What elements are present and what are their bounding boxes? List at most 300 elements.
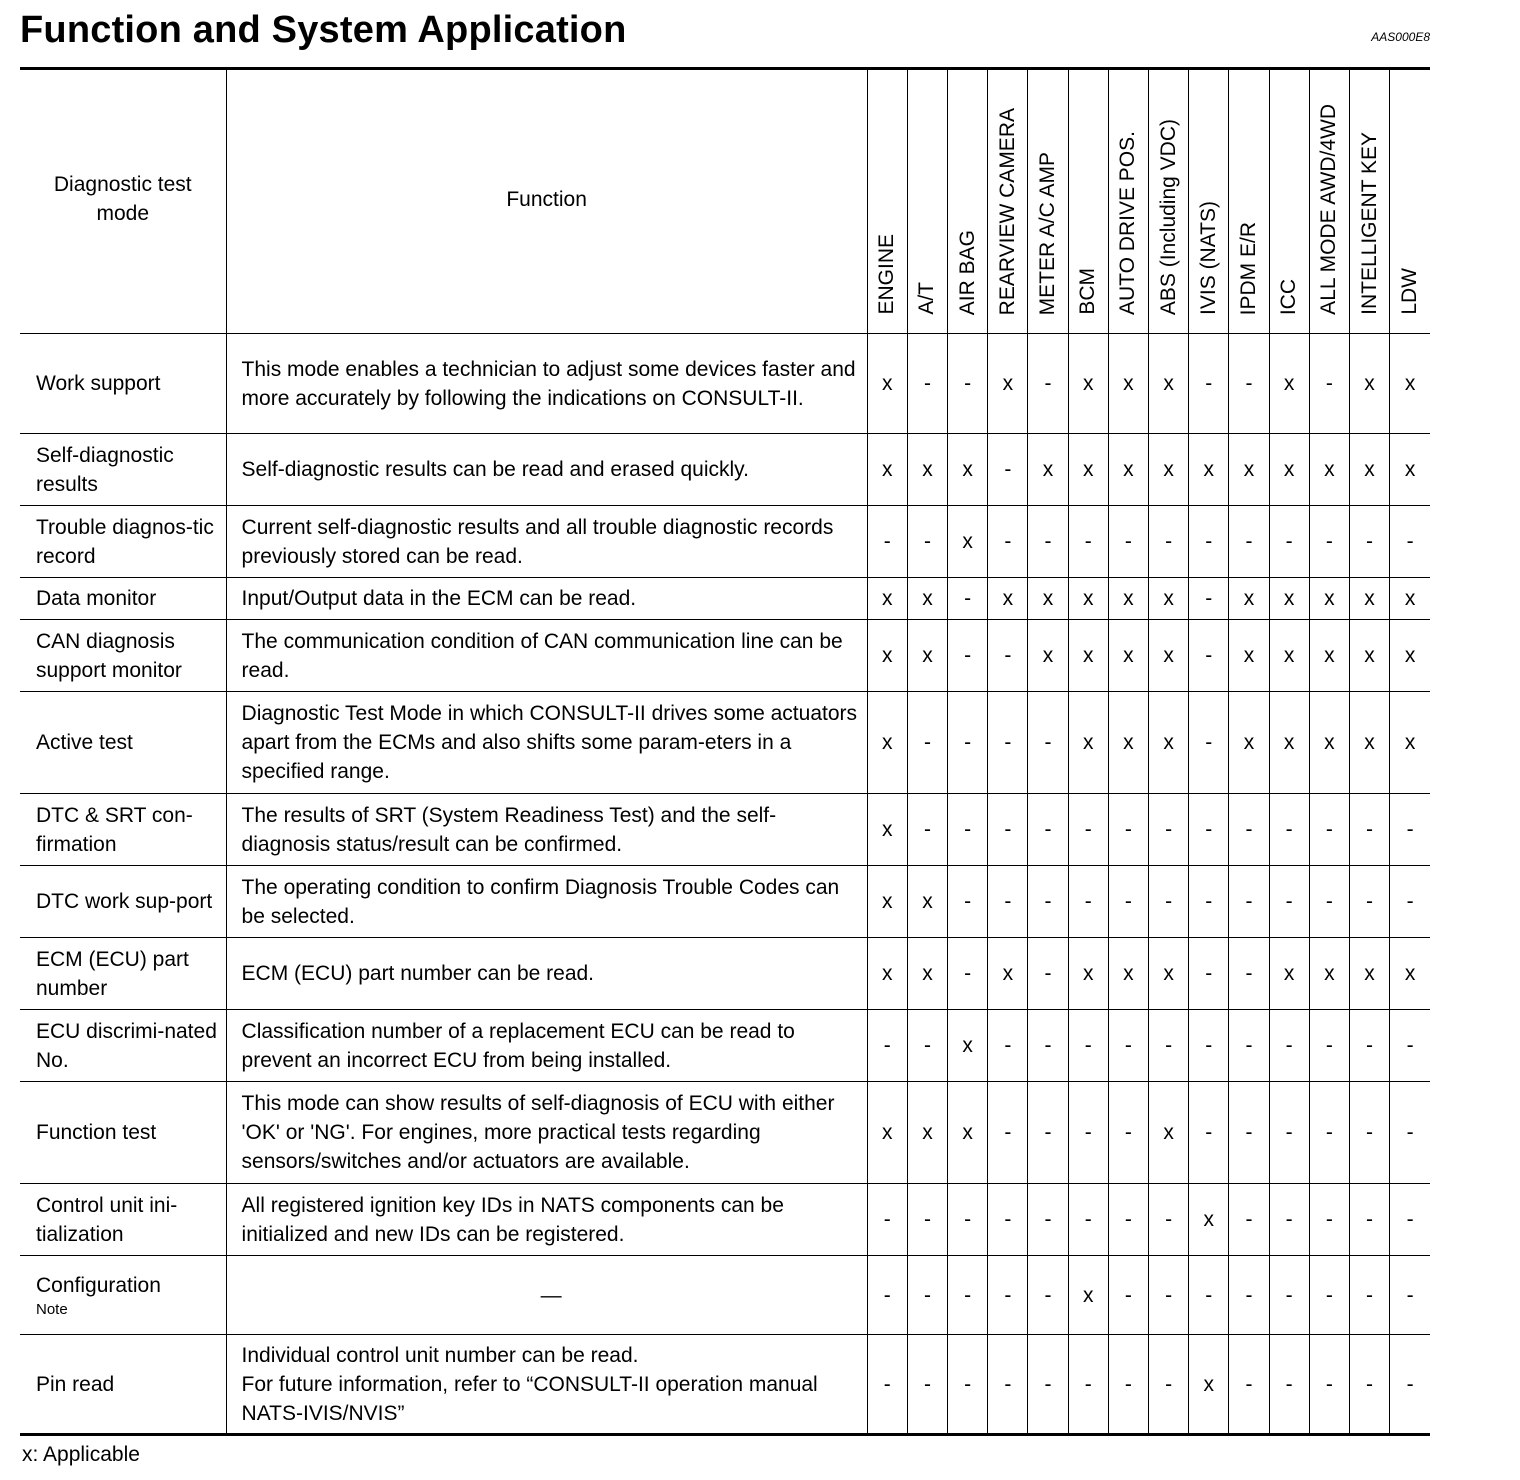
cell-applicability: -: [1108, 794, 1148, 866]
cell-applicability: -: [907, 1256, 947, 1335]
cell-applicability: -: [1349, 1010, 1389, 1082]
function-text: Input/Output data in the ECM can be read.: [241, 587, 637, 610]
cell-applicability: x: [1349, 938, 1389, 1010]
cell-applicability: -: [907, 334, 947, 434]
cell-applicability: x: [1028, 578, 1068, 620]
cell-applicability: -: [1108, 866, 1148, 938]
cell-function: [226, 1184, 867, 1256]
cell-function: [226, 1256, 867, 1335]
cell-applicability: x: [907, 1082, 947, 1184]
cell-mode: [20, 794, 226, 866]
cell-applicability: -: [948, 1256, 988, 1335]
table-row: [20, 866, 1430, 938]
system-label: ENGINE: [875, 234, 899, 315]
cell-applicability: x: [1108, 938, 1148, 1010]
cell-mode: [20, 334, 226, 434]
cell-function: [226, 620, 867, 692]
function-text: Classification number of a replacement ECU can be read to prevent an incorrect ECU from being installed.: [241, 1019, 795, 1072]
cell-applicability: -: [988, 1184, 1028, 1256]
cell-applicability: -: [1229, 938, 1269, 1010]
table-row: [20, 938, 1430, 1010]
cell-applicability: -: [907, 794, 947, 866]
cell-applicability: x: [1108, 434, 1148, 506]
cell-applicability: -: [1149, 1184, 1189, 1256]
cell-function: [226, 1082, 867, 1184]
cell-applicability: -: [1108, 1010, 1148, 1082]
table-row: [20, 1082, 1430, 1184]
cell-applicability: -: [1229, 866, 1269, 938]
cell-applicability: -: [1189, 794, 1229, 866]
function-text: All registered ignition key IDs in NATS components can be initialized and new IDs can be registered.: [241, 1193, 784, 1246]
cell-applicability: -: [907, 692, 947, 794]
cell-applicability: -: [1390, 1082, 1430, 1184]
cell-applicability: -: [1349, 1184, 1389, 1256]
cell-applicability: x: [1269, 938, 1309, 1010]
cell-applicability: x: [1149, 938, 1189, 1010]
cell-mode: [20, 1010, 226, 1082]
cell-applicability: x: [1390, 692, 1430, 794]
cell-applicability: x: [1229, 692, 1269, 794]
cell-applicability: x: [1068, 692, 1108, 794]
function-text: This mode can show results of self-diagnosis of ECU with either 'OK' or 'NG'. For engines, more practical tests regarding sensors/switches and/or actuators are available.: [241, 1092, 835, 1173]
column-header-system: [1390, 69, 1430, 334]
cell-applicability: -: [1229, 1184, 1269, 1256]
cell-mode: [20, 578, 226, 620]
cell-applicability: x: [907, 938, 947, 1010]
system-label: ALL MODE AWD/4WD: [1317, 104, 1341, 315]
cell-applicability: -: [1028, 1184, 1068, 1256]
cell-applicability: x: [1269, 434, 1309, 506]
system-label: LDW: [1398, 268, 1422, 315]
cell-applicability: x: [1028, 620, 1068, 692]
cell-applicability: -: [1189, 938, 1229, 1010]
function-text: Self-diagnostic results can be read and erased quickly.: [241, 458, 749, 481]
cell-applicability: -: [1349, 794, 1389, 866]
cell-applicability: x: [1390, 434, 1430, 506]
cell-applicability: -: [1390, 1335, 1430, 1435]
cell-applicability: -: [1068, 1010, 1108, 1082]
function-text: This mode enables a technician to adjust some devices faster and more accurately by following the indications on CONSULT-II.: [241, 357, 856, 410]
table-row: [20, 692, 1430, 794]
cell-applicability: -: [1189, 506, 1229, 578]
cell-applicability: -: [1390, 866, 1430, 938]
table-row: [20, 578, 1430, 620]
cell-applicability: x: [1269, 692, 1309, 794]
cell-function: [226, 578, 867, 620]
cell-applicability: -: [948, 334, 988, 434]
cell-function: [226, 1010, 867, 1082]
cell-applicability: x: [1149, 578, 1189, 620]
cell-applicability: -: [1028, 1335, 1068, 1435]
cell-applicability: -: [1189, 692, 1229, 794]
cell-applicability: x: [1108, 692, 1148, 794]
cell-applicability: -: [1269, 506, 1309, 578]
cell-applicability: -: [1269, 866, 1309, 938]
function-text: —: [540, 1283, 562, 1307]
table-row: [20, 1335, 1430, 1435]
header-row: [20, 69, 1430, 334]
cell-mode: [20, 434, 226, 506]
mode-label: Trouble diagnos-tic record: [36, 515, 214, 568]
cell-applicability: -: [1309, 866, 1349, 938]
cell-applicability: x: [1149, 434, 1189, 506]
cell-applicability: -: [988, 506, 1028, 578]
cell-applicability: x: [867, 866, 907, 938]
system-label: ABS (Including VDC): [1156, 118, 1180, 315]
cell-applicability: -: [988, 1335, 1028, 1435]
table-row: [20, 506, 1430, 578]
cell-applicability: -: [948, 692, 988, 794]
cell-applicability: x: [1068, 1256, 1108, 1335]
column-header-function: Function: [226, 69, 867, 334]
cell-applicability: -: [1108, 1184, 1148, 1256]
cell-applicability: -: [1189, 620, 1229, 692]
mode-note: Note: [36, 1300, 68, 1318]
cell-applicability: x: [988, 938, 1028, 1010]
cell-applicability: x: [867, 938, 907, 1010]
cell-applicability: x: [1149, 334, 1189, 434]
column-header-system: [1269, 69, 1309, 334]
cell-applicability: -: [867, 506, 907, 578]
cell-applicability: x: [907, 620, 947, 692]
cell-applicability: x: [1149, 1082, 1189, 1184]
cell-applicability: -: [867, 1184, 907, 1256]
system-label: A/T: [915, 282, 939, 315]
cell-applicability: x: [1269, 578, 1309, 620]
table-row: [20, 620, 1430, 692]
system-label: REARVIEW CAMERA: [995, 107, 1019, 315]
cell-applicability: -: [1269, 1256, 1309, 1335]
cell-applicability: -: [867, 1256, 907, 1335]
cell-applicability: -: [1189, 866, 1229, 938]
cell-applicability: x: [1068, 938, 1108, 1010]
mode-label: ECU discrimi-nated No.: [36, 1019, 217, 1072]
function-text: Current self-diagnostic results and all trouble diagnostic records previously stored can be read.: [241, 515, 834, 568]
cell-applicability: -: [1068, 794, 1108, 866]
cell-applicability: -: [1028, 938, 1068, 1010]
column-header-system: [948, 69, 988, 334]
cell-applicability: -: [1028, 1082, 1068, 1184]
cell-function: [226, 866, 867, 938]
cell-applicability: x: [1390, 620, 1430, 692]
cell-applicability: x: [1068, 578, 1108, 620]
cell-applicability: -: [1229, 794, 1269, 866]
function-application-table-container: [20, 67, 1430, 1436]
cell-applicability: -: [1349, 1335, 1389, 1435]
cell-applicability: -: [1028, 1256, 1068, 1335]
mode-label: Configuration: [36, 1273, 161, 1297]
cell-function: [226, 794, 867, 866]
cell-function: [226, 938, 867, 1010]
cell-applicability: x: [867, 334, 907, 434]
cell-applicability: -: [1309, 1335, 1349, 1435]
cell-applicability: -: [1028, 692, 1068, 794]
cell-applicability: x: [867, 434, 907, 506]
cell-applicability: x: [988, 578, 1028, 620]
column-header-system: [907, 69, 947, 334]
mode-label: Work support: [36, 372, 161, 395]
cell-applicability: x: [867, 692, 907, 794]
table-row: [20, 794, 1430, 866]
mode-label: Function test: [36, 1121, 157, 1144]
cell-applicability: x: [1189, 1335, 1229, 1435]
cell-applicability: x: [1309, 620, 1349, 692]
column-header-mode: [20, 69, 226, 334]
cell-applicability: -: [1068, 1082, 1108, 1184]
cell-applicability: -: [1269, 794, 1309, 866]
cell-applicability: -: [867, 1335, 907, 1435]
cell-mode: [20, 620, 226, 692]
function-application-table: [20, 67, 1430, 1436]
column-header-system: [1229, 69, 1269, 334]
cell-function: [226, 334, 867, 434]
column-header-system: [1028, 69, 1068, 334]
cell-mode: [20, 866, 226, 938]
cell-applicability: -: [948, 578, 988, 620]
table-body: [20, 334, 1430, 1435]
cell-applicability: -: [1108, 1082, 1148, 1184]
cell-applicability: -: [1349, 1256, 1389, 1335]
cell-applicability: -: [1309, 506, 1349, 578]
cell-applicability: x: [1349, 434, 1389, 506]
cell-applicability: -: [1189, 1082, 1229, 1184]
cell-applicability: -: [1309, 334, 1349, 434]
cell-applicability: x: [907, 434, 947, 506]
cell-applicability: x: [1229, 578, 1269, 620]
cell-applicability: x: [1229, 434, 1269, 506]
cell-applicability: x: [1349, 692, 1389, 794]
cell-applicability: -: [1068, 506, 1108, 578]
cell-applicability: x: [907, 578, 947, 620]
column-header-system: [1149, 69, 1189, 334]
mode-label: Data monitor: [36, 587, 157, 610]
function-line: For future information, refer to “CONSULT-II operation manual NATS-IVIS/NVIS”: [241, 1372, 818, 1425]
cell-applicability: x: [948, 434, 988, 506]
column-header-system: [1108, 69, 1148, 334]
function-text: The results of SRT (System Readiness Test) and the self-diagnosis status/result can be confirmed.: [241, 803, 777, 856]
cell-applicability: -: [1390, 1010, 1430, 1082]
function-line: Individual control unit number can be read.: [241, 1343, 639, 1367]
cell-applicability: -: [1229, 334, 1269, 434]
cell-applicability: x: [1149, 692, 1189, 794]
cell-applicability: x: [1349, 578, 1389, 620]
cell-applicability: x: [1189, 1184, 1229, 1256]
system-label: INTELLIGENT KEY: [1357, 132, 1381, 315]
cell-applicability: -: [1349, 506, 1389, 578]
cell-applicability: -: [988, 794, 1028, 866]
cell-mode: [20, 692, 226, 794]
cell-mode: [20, 1256, 226, 1335]
cell-applicability: -: [907, 1184, 947, 1256]
cell-applicability: -: [1309, 1184, 1349, 1256]
cell-applicability: -: [1229, 1256, 1269, 1335]
cell-mode: [20, 1184, 226, 1256]
cell-function: [226, 692, 867, 794]
page-title: Function and System Application: [20, 9, 627, 51]
cell-applicability: -: [1309, 794, 1349, 866]
cell-applicability: -: [1390, 1184, 1430, 1256]
cell-applicability: -: [1189, 1256, 1229, 1335]
cell-applicability: -: [988, 434, 1028, 506]
cell-applicability: -: [1229, 506, 1269, 578]
table-row: [20, 334, 1430, 434]
cell-applicability: -: [1309, 1010, 1349, 1082]
cell-applicability: x: [1108, 620, 1148, 692]
cell-applicability: x: [1149, 620, 1189, 692]
cell-applicability: -: [907, 1335, 947, 1435]
cell-applicability: -: [948, 938, 988, 1010]
cell-applicability: x: [948, 506, 988, 578]
system-label: BCM: [1076, 268, 1100, 315]
cell-applicability: x: [1108, 578, 1148, 620]
column-header-system: [867, 69, 907, 334]
cell-applicability: -: [988, 1010, 1028, 1082]
cell-applicability: -: [948, 1184, 988, 1256]
cell-applicability: -: [988, 692, 1028, 794]
cell-applicability: -: [867, 1010, 907, 1082]
cell-applicability: x: [1309, 434, 1349, 506]
cell-mode: [20, 938, 226, 1010]
column-header-system: [1068, 69, 1108, 334]
mode-label: Pin read: [36, 1372, 115, 1396]
mode-label: DTC work sup-port: [36, 890, 213, 913]
column-header-system: [1349, 69, 1389, 334]
cell-applicability: -: [1269, 1335, 1309, 1435]
cell-applicability: -: [948, 1335, 988, 1435]
cell-applicability: -: [1149, 1335, 1189, 1435]
cell-applicability: -: [988, 1256, 1028, 1335]
cell-applicability: -: [1149, 866, 1189, 938]
cell-applicability: x: [1309, 938, 1349, 1010]
cell-applicability: -: [1068, 866, 1108, 938]
mode-label: DTC & SRT con-firmation: [36, 803, 193, 856]
cell-applicability: -: [988, 1082, 1028, 1184]
cell-applicability: -: [1229, 1010, 1269, 1082]
cell-applicability: x: [948, 1010, 988, 1082]
cell-applicability: -: [1028, 1010, 1068, 1082]
table-row: [20, 1010, 1430, 1082]
system-label: AIR BAG: [955, 229, 979, 315]
cell-applicability: x: [1269, 620, 1309, 692]
table-row: [20, 434, 1430, 506]
cell-applicability: -: [1149, 1010, 1189, 1082]
cell-applicability: x: [948, 1082, 988, 1184]
cell-applicability: -: [1309, 1256, 1349, 1335]
cell-function: [226, 506, 867, 578]
table-row: [20, 1256, 1430, 1335]
cell-applicability: x: [1349, 334, 1389, 434]
cell-applicability: -: [1229, 1335, 1269, 1435]
cell-mode: [20, 506, 226, 578]
cell-applicability: -: [988, 866, 1028, 938]
table-row: [20, 1184, 1430, 1256]
legend-applicable: x: Applicable: [22, 1443, 140, 1466]
cell-applicability: -: [1349, 866, 1389, 938]
cell-applicability: x: [988, 334, 1028, 434]
cell-applicability: x: [1028, 434, 1068, 506]
cell-applicability: -: [1108, 1335, 1148, 1435]
cell-applicability: -: [1269, 1010, 1309, 1082]
cell-applicability: -: [1068, 1184, 1108, 1256]
cell-applicability: x: [1068, 620, 1108, 692]
column-header-system: [1189, 69, 1229, 334]
cell-applicability: -: [1189, 1010, 1229, 1082]
cell-mode: [20, 1082, 226, 1184]
cell-applicability: x: [1390, 578, 1430, 620]
cell-applicability: -: [1028, 866, 1068, 938]
cell-applicability: -: [1149, 794, 1189, 866]
system-label: AUTO DRIVE POS.: [1116, 131, 1140, 315]
cell-applicability: x: [867, 1082, 907, 1184]
mode-label: Self-diagnostic results: [36, 443, 174, 496]
cell-applicability: -: [1108, 506, 1148, 578]
cell-applicability: x: [1390, 334, 1430, 434]
cell-applicability: -: [1390, 1256, 1430, 1335]
cell-applicability: -: [1390, 506, 1430, 578]
cell-applicability: -: [948, 866, 988, 938]
cell-applicability: x: [1068, 334, 1108, 434]
cell-applicability: x: [1269, 334, 1309, 434]
cell-applicability: x: [1390, 938, 1430, 1010]
cell-applicability: -: [1229, 1082, 1269, 1184]
cell-applicability: -: [1028, 506, 1068, 578]
mode-label: Control unit ini-tialization: [36, 1193, 178, 1246]
cell-applicability: -: [988, 620, 1028, 692]
system-label: IPDM E/R: [1236, 221, 1260, 315]
mode-label: CAN diagnosis support monitor: [36, 629, 182, 682]
cell-applicability: -: [948, 794, 988, 866]
cell-applicability: -: [1068, 1335, 1108, 1435]
cell-applicability: x: [867, 578, 907, 620]
cell-applicability: -: [1028, 334, 1068, 434]
function-text: ECM (ECU) part number can be read.: [241, 962, 595, 985]
mode-label: ECM (ECU) part number: [36, 947, 189, 1000]
function-text: The communication condition of CAN communication line can be read.: [241, 629, 843, 682]
cell-applicability: -: [1108, 1256, 1148, 1335]
cell-applicability: x: [1229, 620, 1269, 692]
cell-applicability: x: [867, 794, 907, 866]
cell-applicability: x: [1068, 434, 1108, 506]
cell-applicability: -: [907, 506, 947, 578]
cell-applicability: x: [1349, 620, 1389, 692]
cell-applicability: x: [907, 866, 947, 938]
cell-applicability: -: [1269, 1082, 1309, 1184]
cell-applicability: x: [1108, 334, 1148, 434]
system-label: METER A/C AMP: [1036, 151, 1060, 315]
cell-mode: [20, 1335, 226, 1435]
cell-applicability: -: [1390, 794, 1430, 866]
cell-applicability: -: [907, 1010, 947, 1082]
function-text: Diagnostic Test Mode in which CONSULT-II drives some actuators apart from the ECMs and also shifts some param-eters in a specified range.: [241, 702, 858, 783]
cell-applicability: -: [1149, 506, 1189, 578]
system-label: ICC: [1277, 278, 1301, 315]
cell-applicability: -: [948, 620, 988, 692]
column-header-system: [988, 69, 1028, 334]
column-header-system: [1309, 69, 1349, 334]
cell-applicability: -: [1309, 1082, 1349, 1184]
mode-label: Active test: [36, 731, 133, 754]
cell-applicability: x: [1189, 434, 1229, 506]
cell-applicability: -: [1269, 1184, 1309, 1256]
cell-applicability: -: [1189, 578, 1229, 620]
cell-applicability: x: [1309, 578, 1349, 620]
cell-function: [226, 1335, 867, 1435]
cell-applicability: x: [1309, 692, 1349, 794]
document-code: AAS000E8: [1371, 30, 1430, 44]
cell-applicability: -: [1028, 794, 1068, 866]
cell-applicability: -: [1189, 334, 1229, 434]
cell-function: [226, 434, 867, 506]
